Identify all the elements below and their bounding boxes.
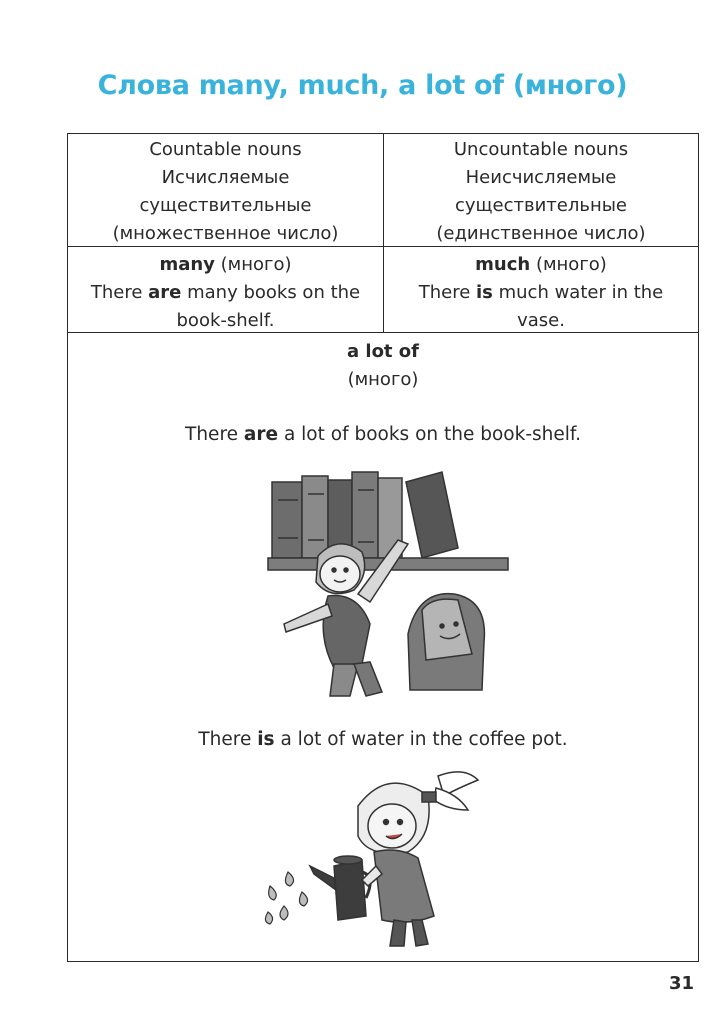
much-example-line2: vase. (517, 310, 565, 331)
translation: (много) (530, 254, 607, 275)
example-text: a lot of books on the book-shelf. (278, 424, 581, 445)
example-sentence-water (68, 729, 698, 750)
books-icon (272, 472, 458, 558)
verb-highlight: is (476, 282, 493, 303)
example-text: There (185, 424, 244, 445)
example-text: There (198, 729, 258, 750)
example-text: There (418, 282, 476, 303)
grammar-table (67, 133, 699, 962)
many-example (68, 279, 383, 307)
verb-highlight: are (243, 424, 279, 445)
water-drops-icon (265, 872, 307, 924)
much-heading (384, 251, 698, 279)
header-text: Countable nouns (149, 139, 302, 160)
girl-coffee-pot-illustration (258, 766, 488, 956)
header-text: Неисчисляемые (465, 167, 617, 188)
header-text: Uncountable nouns (453, 139, 629, 160)
example-text: There (90, 282, 149, 303)
header-text: Исчисляемые (161, 167, 290, 188)
uncountable-header-cell (384, 136, 698, 248)
many-example-line2: book-shelf. (176, 310, 275, 331)
a-lot-of-heading: a lot of (346, 341, 420, 362)
verb-highlight: are (148, 282, 182, 303)
header-text: (единственное число) (436, 223, 646, 244)
backpack-icon (408, 594, 484, 690)
much-example (384, 279, 698, 307)
coffee-pot-icon (310, 856, 370, 920)
much-cell (384, 251, 698, 335)
a-lot-of-cell (68, 338, 698, 394)
page-title: Слова many, much, a lot of (много) (97, 70, 628, 101)
example-text: a lot of water in the coffee pot. (274, 729, 568, 750)
example-text: many books on the (181, 282, 361, 303)
header-text: (множественное число) (112, 223, 339, 244)
keyword: many (159, 254, 215, 275)
many-heading (68, 251, 383, 279)
boy-bookshelf-illustration (258, 464, 518, 704)
translation: (много) (214, 254, 292, 275)
verb-highlight: is (257, 729, 275, 750)
keyword: much (475, 254, 531, 275)
header-text: существительные (139, 195, 312, 216)
page-number: 31 (668, 973, 694, 994)
many-cell (68, 251, 383, 335)
example-text: much water in the (492, 282, 664, 303)
example-sentence-books (68, 424, 698, 445)
girl-icon (358, 772, 478, 946)
header-text: существительные (455, 195, 627, 216)
a-lot-of-translation: (много) (347, 369, 419, 390)
countable-header-cell (68, 136, 383, 248)
